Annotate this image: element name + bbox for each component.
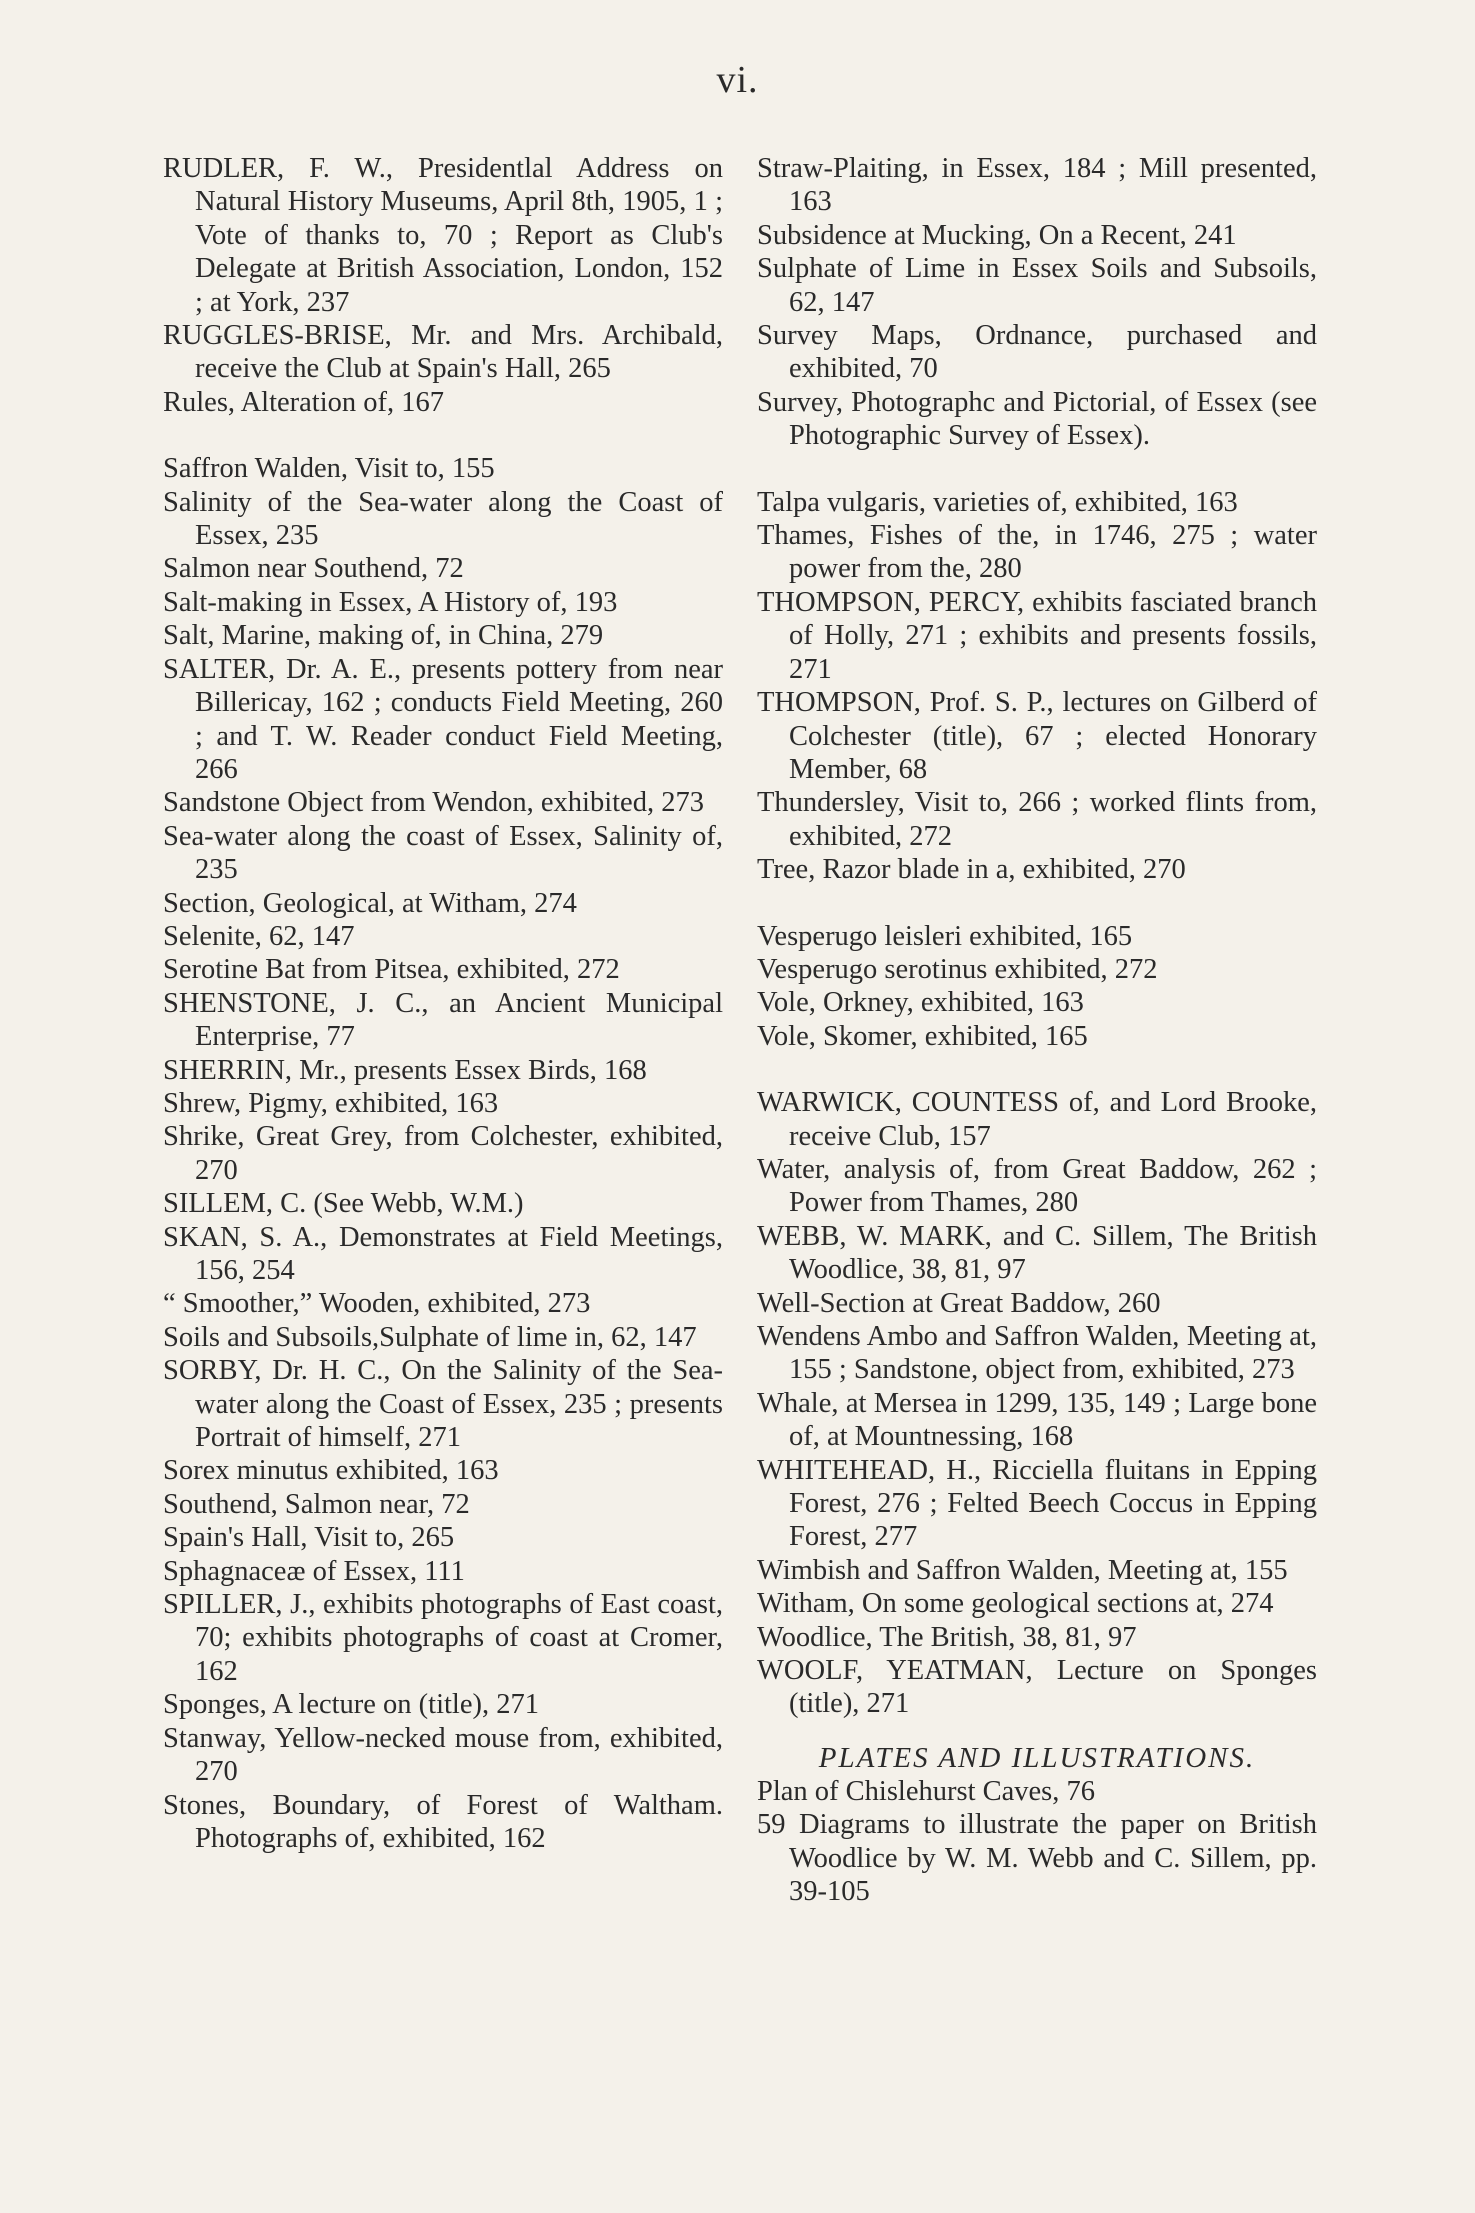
index-entry: Survey Maps, Ordnance, purchased and exhibited, 70 [757, 320, 1317, 385]
section-gap [757, 1053, 1317, 1086]
section-gap [163, 419, 723, 452]
index-entry: Well-Section at Great Baddow, 260 [757, 1287, 1161, 1319]
index-entry: Serotine Bat from Pitsea, exhibited, 272 [163, 954, 620, 986]
index-entry: Whale, at Mersea in 1299, 135, 149 ; Large bone of, at Mountnessing, 168 [757, 1387, 1317, 1453]
index-entry: Vole, Orkney, exhibited, 163 [757, 987, 1084, 1019]
index-entry: Woodlice, The British, 38, 81, 97 [757, 1621, 1137, 1653]
index-entry: Thundersley, Visit to, 266 ; worked flints from, exhibited, 272 [757, 787, 1317, 852]
index-entry: “ Smoother,” Wooden, exhibited, 273 [163, 1288, 591, 1320]
index-entry: Vesperugo leisleri exhibited, 165 [757, 920, 1133, 952]
index-entry: Salt, Marine, making of, in China, 279 [163, 620, 604, 652]
page-number: vi. [716, 59, 759, 101]
section-gap [757, 453, 1317, 486]
index-column-left [163, 152, 723, 1855]
index-entry: Salmon near Southend, 72 [163, 553, 464, 585]
index-entry: Water, analysis of, from Great Baddow, 262 ; Power from Thames, 280 [757, 1153, 1317, 1219]
index-entry: Shrew, Pigmy, exhibited, 163 [163, 1087, 499, 1119]
index-entry: SPILLER, J., exhibits photographs of East coast, 70; exhibits photographs of coast at Cromer, 162 [163, 1589, 723, 1687]
index-column-right [757, 152, 1317, 1909]
index-entry: Southend, Salmon near, 72 [163, 1488, 470, 1520]
section-heading: PLATES AND ILLUSTRATIONS. [818, 1741, 1256, 1774]
index-entry: Talpa vulgaris, varieties of, exhibited, 163 [757, 486, 1238, 518]
index-entry: Sponges, A lecture on (title), 271 [163, 1689, 539, 1721]
index-entry: THOMPSON, PERCY, exhibits fasciated branch of Holly, 271 ; exhibits and presents fossils, 271 [757, 586, 1317, 685]
index-entry: Witham, On some geological sections at, 274 [757, 1588, 1274, 1620]
index-entry: 59 Diagrams to illustrate the paper on British Woodlice by W. M. Webb and C. Sillem, pp. 39-105 [757, 1809, 1317, 1908]
index-entry: Survey, Photographc and Pictorial, of Essex (see Photographic Survey of Essex). [757, 386, 1317, 452]
index-entry: Stanway, Yellow-necked mouse from, exhibited, 270 [163, 1722, 723, 1788]
index-entry: WOOLF, YEATMAN, Lecture on Sponges (title), 271 [757, 1655, 1317, 1720]
section-gap [757, 1721, 1317, 1741]
index-entry: Stones, Boundary, of Forest of Waltham. Photographs of, exhibited, 162 [163, 1789, 723, 1854]
index-entry: SORBY, Dr. H. C., On the Salinity of the Sea-water along the Coast of Essex, 235 ; presents Portrait of himself, 271 [163, 1355, 723, 1454]
index-entry: THOMPSON, Prof. S. P., lectures on Gilberd of Colchester (title), 67 ; elected Honorary Member, 68 [757, 687, 1317, 785]
index-entry: Vole, Skomer, exhibited, 165 [757, 1020, 1088, 1052]
index-entry: WARWICK, COUNTESS of, and Lord Brooke, receive Club, 157 [757, 1087, 1317, 1152]
index-entry: Plan of Chislehurst Caves, 76 [757, 1775, 1096, 1807]
index-entry: Salinity of the Sea-water along the Coast of Essex, 235 [163, 486, 723, 552]
index-entry: SKAN, S. A., Demonstrates at Field Meetings, 156, 254 [163, 1221, 723, 1286]
index-entry: Soils and Subsoils,Sulphate of lime in, 62, 147 [163, 1321, 697, 1353]
index-entry: SHENSTONE, J. C., an Ancient Municipal Enterprise, 77 [163, 987, 723, 1053]
index-entry: Sea-water along the coast of Essex, Salinity of, 235 [163, 820, 723, 886]
index-entry: SILLEM, C. (See Webb, W.M.) [163, 1188, 524, 1220]
index-entry: WEBB, W. MARK, and C. Sillem, The British Woodlice, 38, 81, 97 [757, 1220, 1317, 1286]
index-entry: Subsidence at Mucking, On a Recent, 241 [757, 219, 1237, 251]
index-entry: Saffron Walden, Visit to, 155 [163, 453, 495, 485]
index-entry: Wendens Ambo and Saffron Walden, Meeting at, 155 ; Sandstone, object from, exhibited, 273 [757, 1321, 1317, 1386]
index-entry: Thames, Fishes of the, in 1746, 275 ; water power from the, 280 [757, 520, 1317, 585]
index-entry: Sulphate of Lime in Essex Soils and Subsoils, 62, 147 [757, 253, 1317, 318]
index-entry: Sorex minutus exhibited, 163 [163, 1455, 499, 1487]
index-entry: SALTER, Dr. A. E., presents pottery from near Billericay, 162 ; conducts Field Meeting, 260 ; and T. W. Reader conduct Field Meeting, 266 [163, 653, 723, 785]
index-entry: Salt-making in Essex, A History of, 193 [163, 586, 618, 618]
index-entry: Sphagnaceæ of Essex, 111 [163, 1555, 465, 1587]
index-entry: Rules, Alteration of, 167 [163, 386, 445, 418]
index-entry: Straw-Plaiting, in Essex, 184 ; Mill presented, 163 [757, 153, 1317, 218]
index-entry: WHITEHEAD, H., Ricciella fluitans in Epping Forest, 276 ; Felted Beech Coccus in Epping Forest, 277 [757, 1454, 1317, 1553]
index-entry: Spain's Hall, Visit to, 265 [163, 1522, 455, 1554]
index-entry: Section, Geological, at Witham, 274 [163, 887, 577, 919]
section-gap [757, 887, 1317, 920]
index-entry: SHERRIN, Mr., presents Essex Birds, 168 [163, 1054, 647, 1086]
index-entry: RUGGLES-BRISE, Mr. and Mrs. Archibald, receive the Club at Spain's Hall, 265 [163, 320, 723, 385]
index-entry: Sandstone Object from Wendon, exhibited, 273 [163, 787, 704, 819]
index-entry: Wimbish and Saffron Walden, Meeting at, 155 [757, 1554, 1288, 1586]
index-entry: Tree, Razor blade in a, exhibited, 270 [757, 854, 1186, 886]
index-entry: Selenite, 62, 147 [163, 920, 355, 952]
index-entry: Vesperugo serotinus exhibited, 272 [757, 953, 1158, 985]
index-entry: Shrike, Great Grey, from Colchester, exhibited, 270 [163, 1121, 723, 1186]
index-entry: RUDLER, F. W., Presidentlal Address on Natural History Museums, April 8th, 1905, 1 ; Vote of thanks to, 70 ; Report as Club's Delegate at British Association, London, 152 ; at York, 237 [163, 153, 723, 318]
